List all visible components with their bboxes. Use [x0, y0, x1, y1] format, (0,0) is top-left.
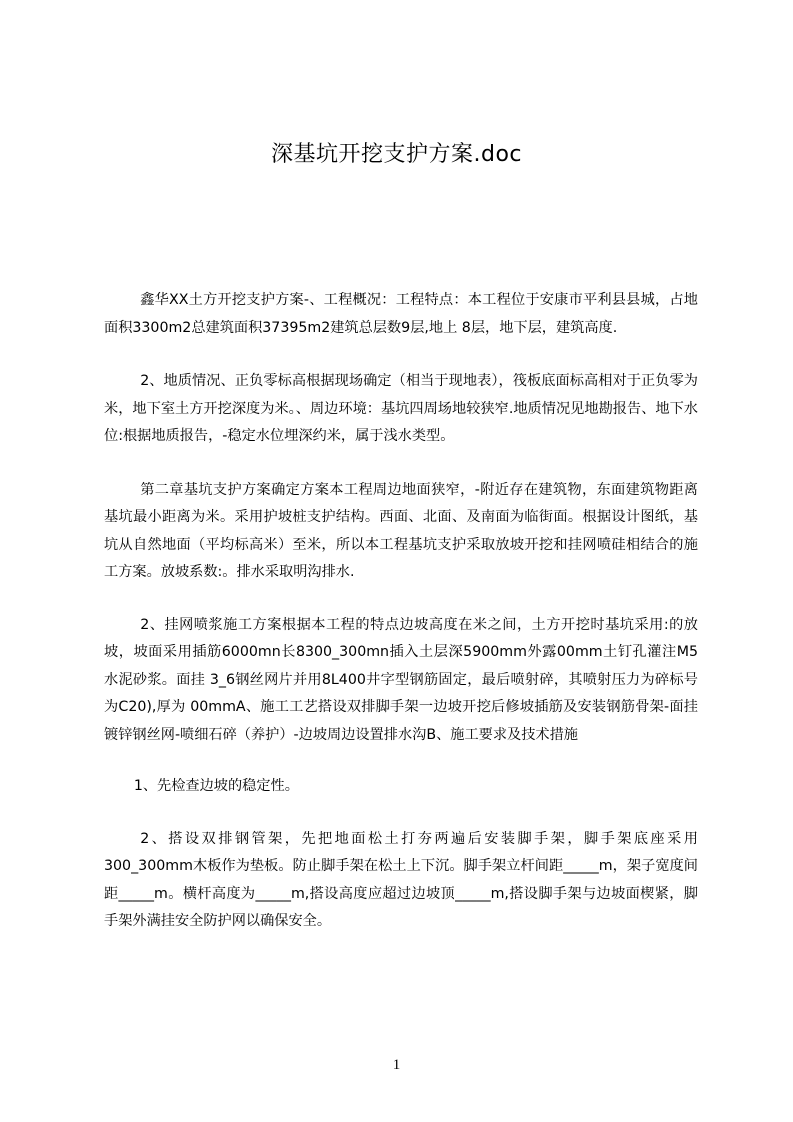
paragraph-project-overview: 鑫华XX土方开挖支护方案-、工程概况：工程特点：本工程位于安康市平利县县城，占地面积3300m2总建筑面积37395m2建筑总层数9层,地上 8层，地下层，建筑高度.: [104, 292, 698, 336]
paragraph-check-slope: 1、先检查边坡的稳定性。: [133, 778, 299, 794]
paragraph-scaffold: 2、搭设双排钢管架，先把地面松土打夯两遍后安装脚手架，脚手架底座采用300_300mm木板作为垫板。防止脚手架在松土上下沉。脚手架立杆间距_____m，架子宽度间距_____m。横杆高度为_____m,搭设高度应超过边坡顶_____m,搭设脚手架与边坡面楔紧，脚手架外满挂安全防护网以确保安全。: [104, 830, 698, 929]
document-body: [104, 287, 698, 936]
page-number: 1: [392, 1057, 401, 1073]
paragraph-chapter-two: 第二章基坑支护方案确定方案本工程周边地面狭窄，-附近存在建筑物，东面建筑物距离基坑最小距离为米。采用护坡桩支护结构。西面、北面、及南面为临街面。根据设计图纸，基坑从自然地面（平均标高米）至米，所以本工程基坑支护采取放坡开挖和挂网喷硅相结合的施工方案。放坡系数:。排水采取明沟排水.: [104, 481, 698, 580]
document-title: 深基坑开挖支护方案.doc: [270, 142, 522, 167]
paragraph-geology: 2、地质情况、正负零标高根据现场确定（相当于现地表），筏板底面标高相对于正负零为米，地下室土方开挖深度为米。、周边环境：基坑四周场地较狭窄.地质情况见地勘报告、地下水位:根据地质报告，-稳定水位埋深约米，属于浅水类型。: [104, 373, 698, 444]
paragraph-shotcrete-plan: 2、挂网喷浆施工方案根据本工程的特点边坡高度在米之间，土方开挖时基坑采用:的放坡，坡面采用插筋6000mn长8300_300mn插入土层深5900mm外露00mm土钉孔灌注M5水泥砂浆。面挂 3_6钢丝网片并用8L400井字型钢筋固定，最后喷射碎，其喷射压力为碎标号为C20),厚为 00mmA、施工工艺搭设双排脚手架一边坡开挖后修坡插筋及安装钢筋骨架-面挂镀锌钢丝网-喷细石碎（养护）-边坡周边设置排水沟B、施工要求及技术措施: [104, 616, 698, 743]
